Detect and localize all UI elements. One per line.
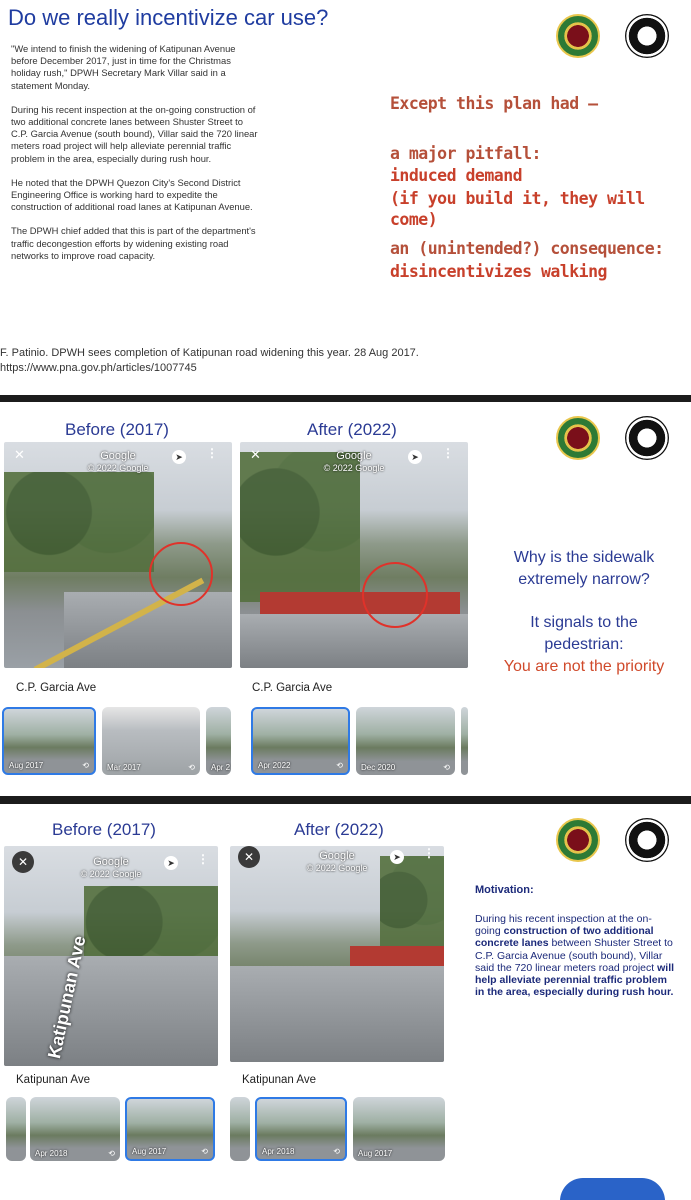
handwritten-note: induced demand xyxy=(390,166,523,185)
close-icon[interactable]: ✕ xyxy=(14,447,25,462)
timeline-thumb[interactable] xyxy=(230,1097,250,1161)
red-wall xyxy=(260,592,460,614)
timeline-thumb[interactable]: Apr 2018 ⟲ xyxy=(30,1097,120,1161)
place-name: C.P. Garcia Ave xyxy=(16,682,97,694)
close-icon[interactable]: ✕ xyxy=(250,447,261,462)
google-watermark: Google © 2022 Google xyxy=(80,856,142,879)
streetview-after-photo[interactable] xyxy=(240,442,468,668)
news-quote xyxy=(11,43,261,274)
more-vert-icon[interactable]: ⋮ xyxy=(442,446,454,460)
slide-title: Do we really incentivize car use? xyxy=(8,5,329,30)
handwritten-note: a major pitfall: xyxy=(390,144,541,163)
slide-sidewalk xyxy=(0,402,691,796)
view-360-icon: ⟲ xyxy=(333,1147,340,1156)
highlight-circle xyxy=(362,562,428,628)
timeline-thumb[interactable]: Aug 2017 xyxy=(353,1097,445,1161)
ncts-seal-logo xyxy=(625,818,669,862)
view-360-icon: ⟲ xyxy=(188,763,195,772)
place-name: Katipunan Ave xyxy=(242,1074,316,1086)
streetview-before-photo[interactable] xyxy=(4,846,218,1066)
road xyxy=(64,592,232,668)
view-360-icon: ⟲ xyxy=(443,763,450,772)
before-label: Before (2017) xyxy=(52,820,156,839)
road xyxy=(240,614,468,668)
citation-url[interactable]: https://www.pna.gov.ph/articles/1007745 xyxy=(0,362,197,374)
timeline-thumb[interactable] xyxy=(6,1097,26,1161)
timeline-thumb[interactable]: Aug 2017 ⟲ xyxy=(2,707,96,775)
google-watermark: Google © 2022 Google xyxy=(87,450,149,473)
compass-icon[interactable]: ➤ xyxy=(408,450,422,464)
quote-paragraph: During his recent inspection at the on-going construction of two additional concrete lanes between Shuster Street to C.P. Garcia Avenue (south bound), Villar said the 720 linear meters road project will help alleviate perennial traffic problem in the area, especially during rush hour. xyxy=(11,103,258,164)
timeline-thumb[interactable]: Apr 2 xyxy=(206,707,231,775)
place-name: C.P. Garcia Ave xyxy=(252,682,333,694)
slide-divider xyxy=(0,395,691,402)
citation-text: F. Patinio. DPWH sees completion of Katipunan road widening this year. 28 Aug 2017. xyxy=(0,347,419,359)
ncts-seal-logo xyxy=(625,416,669,460)
pedestrian-signal: It signals to the pedestrian: You are not the priority xyxy=(503,614,665,675)
trees xyxy=(4,472,154,572)
timeline-thumb[interactable]: Aug 2017 ⟲ xyxy=(125,1097,215,1161)
motivation-heading: Motivation: xyxy=(475,884,534,896)
sidewalk-question: Why is the sidewalk extremely narrow? xyxy=(513,549,655,588)
view-360-icon: ⟲ xyxy=(201,1147,208,1156)
citation xyxy=(0,346,419,376)
after-label: After (2022) xyxy=(307,420,397,439)
handwritten-note: disincentivizes walking xyxy=(390,262,607,281)
up-seal-logo xyxy=(556,14,600,58)
red-wall xyxy=(350,946,444,966)
compass-icon[interactable]: ➤ xyxy=(164,856,178,870)
compass-icon[interactable]: ➤ xyxy=(172,450,186,464)
handwritten-note: an (unintended?) consequence: xyxy=(390,239,664,258)
close-icon[interactable]: ✕ xyxy=(12,851,34,873)
road xyxy=(230,966,444,1062)
compass-icon[interactable]: ➤ xyxy=(390,850,404,864)
handwritten-note: Except this plan had — xyxy=(390,94,598,113)
up-seal-logo xyxy=(556,818,600,862)
timeline-thumb[interactable]: Dec 2020 ⟲ xyxy=(356,707,455,775)
road xyxy=(4,956,218,1066)
handwritten-note: (if you build it, they will come) xyxy=(390,189,645,229)
quote-paragraph: He noted that the DPWH Quezon City's Second District Engineering Office is working hard to expedite the construction of additional road lanes at Katipunan Avenue. xyxy=(11,176,253,213)
view-360-icon: ⟲ xyxy=(336,761,343,770)
view-360-icon: ⟲ xyxy=(108,1149,115,1158)
trees xyxy=(240,452,360,602)
slide-katipunan xyxy=(0,804,691,1200)
up-seal-logo xyxy=(556,416,600,460)
slide-divider xyxy=(0,796,691,804)
floating-action-button[interactable] xyxy=(560,1178,665,1200)
google-watermark: Google © 2022 Google xyxy=(306,850,368,873)
timeline-thumb[interactable]: Apr 2018 ⟲ xyxy=(255,1097,347,1161)
close-icon[interactable]: ✕ xyxy=(238,846,260,868)
motivation-text: During his recent inspection at the on-going construction of two additional concrete lanes between Shuster Street to C.P. Garcia Avenue (south bound), Villar said the 720 linear meters road project will help alleviate perennial traffic problem in the area, especially during rush hour. xyxy=(475,913,675,999)
slide-car-incentive xyxy=(0,0,691,395)
quote-paragraph: "We intend to finish the widening of Katipunan Avenue before December 2017, just in time for the Christmas holiday rush," DPWH Secretary Mark Villar said in a statement Monday. xyxy=(11,43,236,91)
streetview-after-photo[interactable] xyxy=(230,846,444,1062)
ncts-seal-logo xyxy=(625,14,669,58)
before-label: Before (2017) xyxy=(65,420,169,439)
highlight-circle xyxy=(149,542,213,606)
quote-paragraph: The DPWH chief added that this is part of the department's traffic decongestion efforts by widening existing road networks to improve road capacity. xyxy=(11,225,256,261)
timeline-thumb[interactable] xyxy=(461,707,468,775)
street-sign-text: Katipunan Ave xyxy=(44,934,90,1061)
after-label: After (2022) xyxy=(294,820,384,839)
streetview-before-photo[interactable] xyxy=(4,442,232,668)
more-vert-icon[interactable]: ⋮ xyxy=(423,846,435,860)
google-watermark: Google © 2022 Google xyxy=(323,450,385,473)
view-360-icon: ⟲ xyxy=(82,761,89,770)
timeline-thumb[interactable]: Apr 2022 ⟲ xyxy=(251,707,350,775)
more-vert-icon[interactable]: ⋮ xyxy=(197,852,209,866)
timeline-thumb[interactable]: Mar 2017 ⟲ xyxy=(102,707,200,775)
more-vert-icon[interactable]: ⋮ xyxy=(206,446,218,460)
place-name: Katipunan Ave xyxy=(16,1074,90,1086)
